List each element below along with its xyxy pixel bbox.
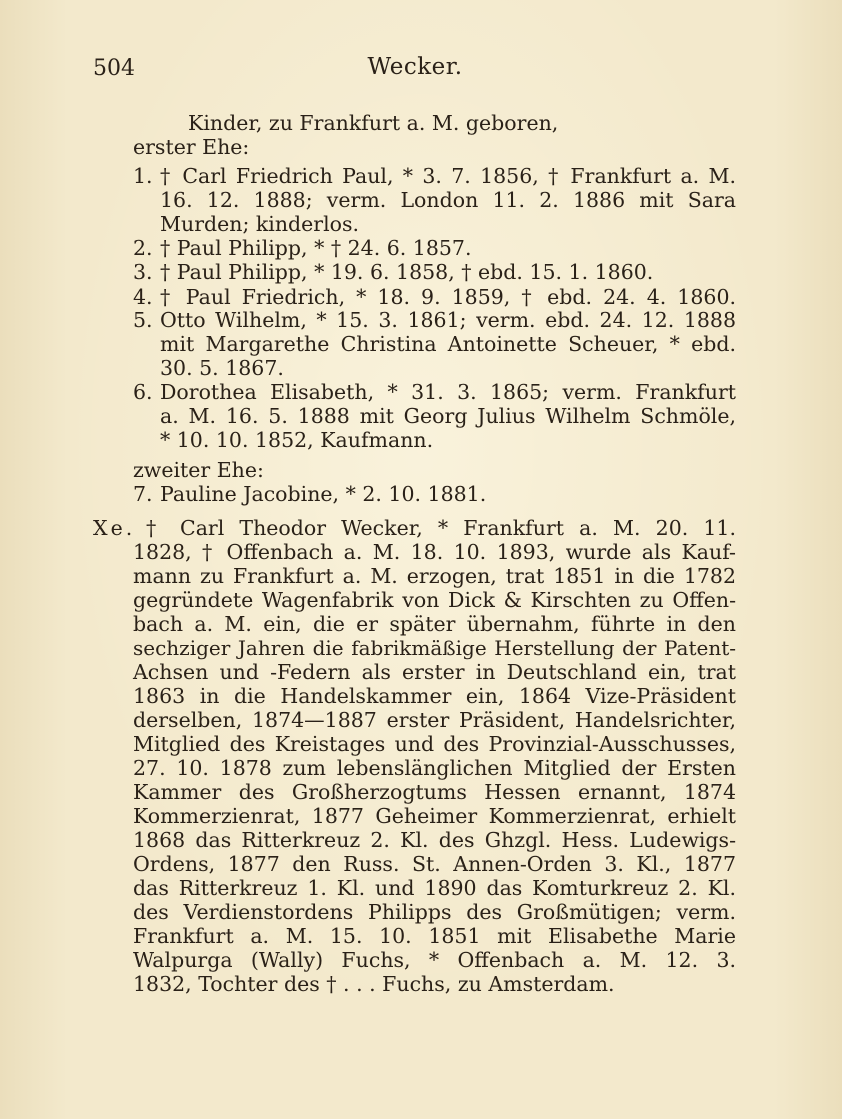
biography-line: Walpurga (Wally) Fuchs, * Offenbach a. M. 12. 3.: [133, 948, 736, 972]
entry-text: Otto Wilhelm, * 15. 3. 1861; verm. ebd. 24. 12. 1888: [160, 308, 736, 332]
biography-line: † Carl Theodor Wecker, * Frankfurt a. M. 20. 11.: [146, 516, 736, 540]
entry-text: * 10. 10. 1852, Kaufmann.: [160, 428, 434, 452]
biography-line: 1868 das Ritterkreuz 2. Kl. des Ghzgl. Hess. Ludewigs-: [133, 828, 736, 852]
biography-line: mann zu Frankfurt a. M. erzogen, trat 1851 in die 1782: [133, 564, 736, 588]
biography-line: gegründete Wagenfabrik von Dick & Kirschten zu Offen-: [133, 588, 736, 612]
biography-line: Kammer des Großherzogtums Hessen ernannt, 1874: [133, 780, 736, 804]
page-header: [93, 52, 737, 88]
biography-line: 1863 in die Handelskammer ein, 1864 Vize-Präsident: [133, 684, 736, 708]
entry-text: † Paul Friedrich, * 18. 9. 1859, † ebd. 24. 4. 1860.: [160, 285, 736, 309]
biography-line: 1832, Tochter des † . . . Fuchs, zu Amsterdam.: [133, 972, 615, 996]
second-marriage-heading: zweiter Ehe:: [133, 458, 264, 482]
entry-text: 30. 5. 1867.: [160, 356, 284, 380]
biography-line: das Ritterkreuz 1. Kl. und 1890 das Komturkreuz 2. Kl.: [133, 876, 736, 900]
entry-text: † Paul Philipp, * 19. 6. 1858, † ebd. 15. 1. 1860.: [160, 260, 654, 284]
first-marriage-heading: erster Ehe:: [133, 135, 250, 159]
entry-number: 5.: [133, 308, 153, 332]
biography-line: Achsen und -Federn als erster in Deutschland ein, trat: [133, 660, 736, 684]
entry-text: Dorothea Elisabeth, * 31. 3. 1865; verm. Frankfurt: [160, 380, 736, 404]
entry-text: mit Margarethe Christina Antoinette Scheuer, * ebd.: [160, 332, 736, 356]
biography-line: des Verdienstordens Philipps des Großmütigen; verm.: [133, 900, 736, 924]
biography-line: derselben, 1874—1887 erster Präsident, Handelsrichter,: [133, 708, 736, 732]
entry-number: 6.: [133, 380, 153, 404]
biography-line: bach a. M. ein, die er später übernahm, führte in den: [133, 612, 736, 636]
biography-line: Mitglied des Kreistages und des Provinzial-Ausschusses,: [133, 732, 736, 756]
entry-text: † Paul Philipp, * † 24. 6. 1857.: [160, 236, 472, 260]
entry-number: 3.: [133, 260, 153, 284]
running-head: Wecker.: [367, 54, 463, 80]
page-number: 504: [93, 56, 135, 81]
biography-line: Frankfurt a. M. 15. 10. 1851 mit Elisabethe Marie: [133, 924, 736, 948]
children-heading: Kinder, zu Frankfurt a. M. geboren,: [188, 111, 559, 135]
biography-line: Ordens, 1877 den Russ. St. Annen-Orden 3. Kl., 1877: [133, 852, 736, 876]
entry-text: 16. 12. 1888; verm. London 11. 2. 1886 mit Sara: [160, 188, 736, 212]
entry-text: a. M. 16. 5. 1888 mit Georg Julius Wilhelm Schmöle,: [160, 404, 736, 428]
entry-number: 7.: [133, 482, 153, 506]
entry-number: 1.: [133, 164, 153, 188]
biography-line: 1828, † Offenbach a. M. 18. 10. 1893, wurde als Kauf-: [133, 540, 736, 564]
biography-line: Kommerzienrat, 1877 Geheimer Kommerzienrat, erhielt: [133, 804, 736, 828]
entry-text: † Carl Friedrich Paul, * 3. 7. 1856, † Frankfurt a. M.: [160, 164, 736, 188]
biography-label: Xe.: [93, 516, 136, 540]
entry-text: Murden; kinderlos.: [160, 212, 360, 236]
entry-number: 4.: [133, 285, 153, 309]
entry-text: Pauline Jacobine, * 2. 10. 1881.: [160, 482, 487, 506]
entry-number: 2.: [133, 236, 153, 260]
biography-line: 27. 10. 1878 zum lebenslänglichen Mitglied der Ersten: [133, 756, 736, 780]
biography-line: sechziger Jahren die fabrikmäßige Herstellung der Patent-: [133, 636, 736, 660]
